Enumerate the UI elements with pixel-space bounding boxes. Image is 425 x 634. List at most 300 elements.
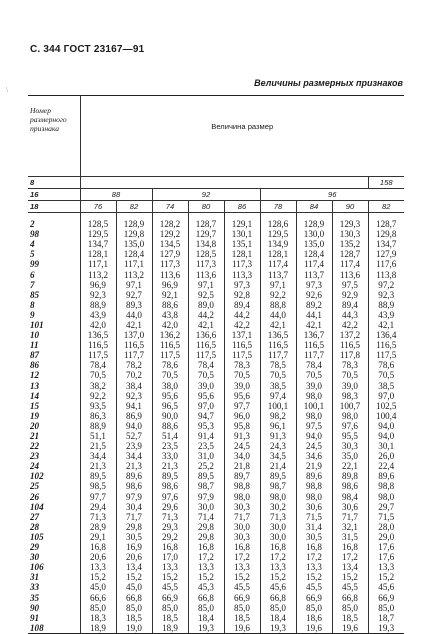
table-row	[28, 290, 404, 300]
value-cell: 17,2	[224, 552, 260, 562]
value-cell: 30,0	[224, 522, 260, 532]
value-cell: 78,6	[368, 360, 404, 370]
value-cell: 34,6	[296, 451, 332, 461]
value-cell: 113,7	[296, 269, 332, 279]
value-cell: 71,5	[296, 512, 332, 522]
value-cell: 30,5	[116, 532, 152, 542]
value-cell: 18,4	[188, 613, 224, 623]
value-cell: 38,0	[152, 381, 188, 391]
value-cell: 70,5	[296, 370, 332, 380]
value-cell: 116,5	[332, 340, 368, 350]
value-cell: 70,5	[152, 370, 188, 380]
value-cell: 35,0	[332, 451, 368, 461]
value-cell: 116,5	[260, 340, 296, 350]
value-cell: 92,3	[368, 290, 404, 300]
value-cell: 98,3	[332, 391, 368, 401]
table-row	[28, 340, 404, 350]
value-cell: 38,4	[116, 381, 152, 391]
value-cell: 117,4	[260, 259, 296, 269]
value-cell: 89,5	[80, 471, 116, 481]
value-cell: 45,6	[260, 582, 296, 592]
value-cell: 137,0	[116, 330, 152, 340]
value-cell: 135,2	[332, 239, 368, 249]
value-cell: 129,5	[260, 229, 296, 239]
value-cell: 97,6	[152, 492, 188, 502]
value-cell: 32,1	[332, 522, 368, 532]
value-cell: 92,6	[296, 290, 332, 300]
header-row-height	[28, 177, 404, 189]
value-cell: 136,5	[260, 330, 296, 340]
page-header: С. 344 ГОСТ 23167—91	[30, 44, 145, 55]
value-cell: 66,6	[80, 592, 116, 602]
value-cell: 15,2	[116, 572, 152, 582]
value-cell: 78,4	[188, 360, 224, 370]
value-cell: 51,1	[80, 431, 116, 441]
value-cell: 23,5	[188, 441, 224, 451]
value-cell: 66,8	[260, 592, 296, 602]
value-cell: 31,4	[296, 522, 332, 532]
value-cell: 71,5	[368, 512, 404, 522]
value-cell: 130,0	[296, 229, 332, 239]
value-cell: 85,0	[152, 603, 188, 613]
value-cell: 44,0	[260, 310, 296, 320]
value-cell: 89,7	[224, 471, 260, 481]
value-cell: 78,3	[224, 360, 260, 370]
value-cell: 128,4	[116, 249, 152, 259]
value-cell: 31,0	[188, 451, 224, 461]
feature-number-cell: 4	[28, 239, 80, 249]
row1-blank	[80, 177, 368, 189]
value-cell: 70,5	[260, 370, 296, 380]
value-cell: 66,9	[296, 592, 332, 602]
feature-number-cell: 20	[28, 421, 80, 431]
value-cell: 13,3	[260, 562, 296, 572]
value-cell: 18,4	[260, 613, 296, 623]
table-row	[28, 320, 404, 330]
value-cell: 95,8	[224, 421, 260, 431]
value-cell: 30,0	[188, 502, 224, 512]
value-cell: 13,4	[332, 562, 368, 572]
value-cell: 128,1	[80, 249, 116, 259]
value-cell: 130,3	[332, 229, 368, 239]
table-row	[28, 592, 404, 602]
feature-number-cell: 30	[28, 552, 80, 562]
table-row	[28, 391, 404, 401]
value-cell: 29,2	[152, 532, 188, 542]
feature-number-cell: 2	[28, 213, 80, 230]
value-cell: 136,5	[80, 330, 116, 340]
value-cell: 45,0	[116, 582, 152, 592]
value-cell: 42,1	[368, 320, 404, 330]
table-subtitle: Величины размерных признаков	[254, 78, 403, 88]
value-cell: 18,5	[116, 613, 152, 623]
value-cell: 45,5	[296, 582, 332, 592]
value-cell: 18,5	[152, 613, 188, 623]
value-cell: 92,3	[116, 391, 152, 401]
value-cell: 44,2	[188, 310, 224, 320]
value-cell: 15,2	[224, 572, 260, 582]
value-cell: 117,5	[188, 350, 224, 360]
value-cell: 39,0	[296, 381, 332, 391]
value-cell: 23,9	[116, 441, 152, 451]
value-cell: 89,5	[188, 471, 224, 481]
value-cell: 16,8	[332, 542, 368, 552]
value-cell: 93,5	[80, 401, 116, 411]
value-cell: 70,5	[224, 370, 260, 380]
value-cell: 89,4	[332, 300, 368, 310]
value-cell: 19,3	[368, 623, 404, 634]
value-cell: 98,0	[260, 492, 296, 502]
value-cell: 98,0	[296, 411, 332, 421]
value-cell: 70,2	[116, 370, 152, 380]
value-cell: 98,0	[224, 492, 260, 502]
table-row	[28, 330, 404, 340]
value-cell: 66,9	[224, 592, 260, 602]
value-cell: 134,9	[260, 239, 296, 249]
value-cell: 30,3	[224, 502, 260, 512]
value-cell: 29,8	[188, 522, 224, 532]
value-cell: 89,6	[296, 471, 332, 481]
value-cell: 91,4	[188, 431, 224, 441]
value-cell: 13,3	[224, 562, 260, 572]
value-cell: 33,0	[152, 451, 188, 461]
value-cell: 30,3	[332, 441, 368, 451]
value-cell: 38,5	[260, 381, 296, 391]
value-cell: 78,6	[152, 360, 188, 370]
value-cell: 70,5	[80, 370, 116, 380]
value-cell: 92,1	[152, 290, 188, 300]
value-cell: 136,6	[188, 330, 224, 340]
value-cell: 85,0	[260, 603, 296, 613]
value-cell: 135,0	[296, 239, 332, 249]
value-cell: 117,5	[224, 350, 260, 360]
size-cell: 80	[188, 201, 224, 213]
value-cell: 42,1	[116, 320, 152, 330]
feature-number-cell: 28	[28, 522, 80, 532]
value-cell: 134,7	[368, 239, 404, 249]
value-cell: 129,2	[152, 229, 188, 239]
value-cell: 31,5	[332, 532, 368, 542]
value-cell: 29,4	[80, 502, 116, 512]
value-cell: 113,2	[116, 269, 152, 279]
value-cell: 21,3	[116, 461, 152, 471]
value-cell: 97,2	[368, 280, 404, 290]
value-cell: 23,5	[152, 441, 188, 451]
table-row	[28, 411, 404, 421]
value-cell: 128,7	[368, 213, 404, 230]
value-cell: 66,8	[332, 592, 368, 602]
value-cell: 116,5	[152, 340, 188, 350]
value-cell: 100,7	[332, 401, 368, 411]
value-cell: 21,5	[80, 441, 116, 451]
value-cell: 21,9	[296, 461, 332, 471]
value-cell: 128,9	[296, 213, 332, 230]
value-cell: 70,5	[368, 370, 404, 380]
corner-mark: \	[6, 86, 8, 94]
table-row	[28, 441, 404, 451]
value-cell: 43,8	[152, 310, 188, 320]
value-cell: 89,0	[188, 300, 224, 310]
value-cell: 92,3	[80, 290, 116, 300]
value-cell: 128,5	[80, 213, 116, 230]
value-cell: 117,6	[368, 259, 404, 269]
value-cell: 89,8	[332, 471, 368, 481]
value-cell: 129,5	[80, 229, 116, 239]
feature-number-cell: 21	[28, 431, 80, 441]
value-cell: 97,0	[188, 401, 224, 411]
value-cell: 98,6	[116, 481, 152, 491]
value-cell: 92,5	[188, 290, 224, 300]
value-cell: 71,3	[152, 512, 188, 522]
value-cell: 29,3	[152, 522, 188, 532]
value-cell: 113,6	[188, 269, 224, 279]
value-cell: 21,8	[224, 461, 260, 471]
value-cell: 71,3	[80, 512, 116, 522]
value-cell: 42,1	[260, 320, 296, 330]
value-cell: 45,5	[152, 582, 188, 592]
value-cell: 15,2	[368, 572, 404, 582]
value-cell: 116,5	[188, 340, 224, 350]
feature-number-cell: 85	[28, 290, 80, 300]
value-cell: 117,7	[296, 350, 332, 360]
value-cell: 29,8	[188, 532, 224, 542]
table-row	[28, 259, 404, 269]
value-cell: 20,6	[80, 552, 116, 562]
value-cell: 15,2	[188, 572, 224, 582]
value-cell: 117,4	[296, 259, 332, 269]
value-cell: 113,7	[260, 269, 296, 279]
table-row	[28, 280, 404, 290]
value-cell: 136,7	[296, 330, 332, 340]
value-cell: 98,5	[80, 481, 116, 491]
value-cell: 85,0	[188, 603, 224, 613]
table-row	[28, 542, 404, 552]
value-cell: 98,8	[296, 481, 332, 491]
value-cell: 96,5	[152, 401, 188, 411]
size-cell: 86	[224, 201, 260, 213]
value-cell: 44,1	[296, 310, 332, 320]
value-cell: 29,0	[368, 532, 404, 542]
value-cell: 20,6	[116, 552, 152, 562]
value-cell: 94,1	[116, 401, 152, 411]
value-cell: 135,1	[224, 239, 260, 249]
value-cell: 97,3	[224, 280, 260, 290]
value-cell: 19,3	[260, 623, 296, 634]
feature-number-cell: 101	[28, 320, 80, 330]
value-cell: 17,2	[260, 552, 296, 562]
value-cell: 100,4	[368, 411, 404, 421]
value-cell: 16,8	[224, 542, 260, 552]
value-cell: 98,6	[152, 481, 188, 491]
feature-number-cell: 14	[28, 391, 80, 401]
value-cell: 45,6	[368, 582, 404, 592]
value-cell: 66,8	[116, 592, 152, 602]
value-cell: 128,9	[116, 213, 152, 230]
value-cell: 92,2	[260, 290, 296, 300]
dimensions-table	[28, 95, 404, 634]
value-cell: 42,0	[152, 320, 188, 330]
feature-number-cell: 11	[28, 340, 80, 350]
value-cell: 17,6	[368, 552, 404, 562]
value-cell: 19,0	[116, 623, 152, 634]
size-cell: 74	[152, 201, 188, 213]
header-row-groups	[28, 189, 404, 201]
value-cell: 97,7	[80, 492, 116, 502]
value-cell: 97,1	[188, 280, 224, 290]
value-cell: 85,0	[116, 603, 152, 613]
size-cell: 84	[296, 201, 332, 213]
table-row	[28, 603, 404, 613]
value-cell: 30,2	[260, 502, 296, 512]
value-cell: 17,6	[368, 542, 404, 552]
table-row	[28, 451, 404, 461]
value-cell: 16,8	[260, 542, 296, 552]
value-cell: 91,3	[260, 431, 296, 441]
table-row	[28, 360, 404, 370]
value-cell: 16,8	[188, 542, 224, 552]
feature-number-cell: 13	[28, 381, 80, 391]
value-cell: 85,0	[224, 603, 260, 613]
value-cell: 117,5	[152, 350, 188, 360]
value-cell: 116,5	[296, 340, 332, 350]
value-cell: 24,5	[296, 441, 332, 451]
dimension-value-header: Величина размер	[80, 96, 404, 177]
value-cell: 113,8	[368, 269, 404, 279]
table-row	[28, 522, 404, 532]
table-row	[28, 310, 404, 320]
feature-number-cell: 9	[28, 310, 80, 320]
feature-number-cell: 31	[28, 572, 80, 582]
value-cell: 88,8	[260, 300, 296, 310]
value-cell: 85,0	[332, 603, 368, 613]
table-row	[28, 532, 404, 542]
value-cell: 94,0	[116, 421, 152, 431]
feature-number-header: Номер размерного признака	[28, 96, 80, 177]
value-cell: 30,0	[260, 532, 296, 542]
feature-number-cell: 6	[28, 269, 80, 279]
value-cell: 117,7	[260, 350, 296, 360]
value-cell: 117,1	[80, 259, 116, 269]
value-cell: 129,8	[116, 229, 152, 239]
feature-number-cell: 27	[28, 512, 80, 522]
value-cell: 136,4	[368, 330, 404, 340]
value-cell: 130,1	[224, 229, 260, 239]
value-cell: 98,0	[296, 391, 332, 401]
value-cell: 18,6	[296, 613, 332, 623]
value-cell: 24,5	[224, 441, 260, 451]
table-row	[28, 481, 404, 491]
value-cell: 100,1	[296, 401, 332, 411]
value-cell: 18,3	[80, 613, 116, 623]
value-cell: 89,5	[152, 471, 188, 481]
value-cell: 98,0	[368, 492, 404, 502]
value-cell: 102,5	[368, 401, 404, 411]
value-cell: 92,8	[224, 290, 260, 300]
value-cell: 15,2	[296, 572, 332, 582]
value-cell: 90,0	[152, 411, 188, 421]
value-cell: 86,9	[116, 411, 152, 421]
value-cell: 43,9	[368, 310, 404, 320]
table-row	[28, 492, 404, 502]
value-cell: 45,5	[332, 582, 368, 592]
value-cell: 98,7	[260, 481, 296, 491]
value-cell: 98,7	[188, 481, 224, 491]
value-cell: 78,4	[296, 360, 332, 370]
value-cell: 96,9	[80, 280, 116, 290]
value-cell: 97,9	[188, 492, 224, 502]
value-cell: 45,5	[224, 582, 260, 592]
value-cell: 129,7	[188, 229, 224, 239]
value-cell: 89,6	[116, 471, 152, 481]
table-row	[28, 239, 404, 249]
value-cell: 94,0	[296, 431, 332, 441]
value-cell: 94,0	[368, 431, 404, 441]
value-cell: 29,1	[80, 532, 116, 542]
value-cell: 15,2	[80, 572, 116, 582]
feature-number-cell: 5	[28, 249, 80, 259]
value-cell: 116,5	[368, 340, 404, 350]
value-cell: 19,6	[332, 623, 368, 634]
value-cell: 97,0	[368, 391, 404, 401]
table-row	[28, 370, 404, 380]
value-cell: 30,1	[368, 441, 404, 451]
value-cell: 97,3	[296, 280, 332, 290]
table-row	[28, 623, 404, 634]
value-cell: 128,6	[260, 213, 296, 230]
value-cell: 98,8	[224, 481, 260, 491]
value-cell: 42,2	[332, 320, 368, 330]
feature-number-cell: 106	[28, 562, 80, 572]
value-cell: 13,3	[152, 562, 188, 572]
value-cell: 34,4	[116, 451, 152, 461]
value-cell: 96,1	[260, 421, 296, 431]
value-cell: 135,0	[116, 239, 152, 249]
value-cell: 96,9	[152, 280, 188, 290]
value-cell: 134,5	[152, 239, 188, 249]
value-cell: 30,0	[260, 522, 296, 532]
value-cell: 38,5	[368, 381, 404, 391]
value-cell: 38,2	[80, 381, 116, 391]
value-cell: 17,2	[296, 552, 332, 562]
row1-label: 8	[28, 177, 80, 189]
value-cell: 97,4	[260, 391, 296, 401]
value-cell: 113,6	[332, 269, 368, 279]
value-cell: 18,5	[224, 613, 260, 623]
table-row	[28, 502, 404, 512]
header-row-sizes	[28, 201, 404, 213]
value-cell: 66,8	[188, 592, 224, 602]
value-cell: 30,5	[296, 532, 332, 542]
value-cell: 129,3	[332, 213, 368, 230]
table-row	[28, 381, 404, 391]
feature-number-cell: 26	[28, 492, 80, 502]
value-cell: 95,3	[188, 421, 224, 431]
value-cell: 128,1	[260, 249, 296, 259]
value-cell: 13,3	[188, 562, 224, 572]
value-cell: 18,9	[152, 623, 188, 634]
value-cell: 17,2	[332, 552, 368, 562]
value-cell: 97,7	[224, 401, 260, 411]
value-cell: 34,4	[80, 451, 116, 461]
value-cell: 136,2	[152, 330, 188, 340]
size-cell: 78	[260, 201, 296, 213]
value-cell: 128,2	[152, 213, 188, 230]
row3-label: 18	[28, 201, 80, 213]
value-cell: 113,6	[152, 269, 188, 279]
value-cell: 128,7	[188, 213, 224, 230]
value-cell: 128,1	[224, 249, 260, 259]
value-cell: 26,0	[368, 451, 404, 461]
